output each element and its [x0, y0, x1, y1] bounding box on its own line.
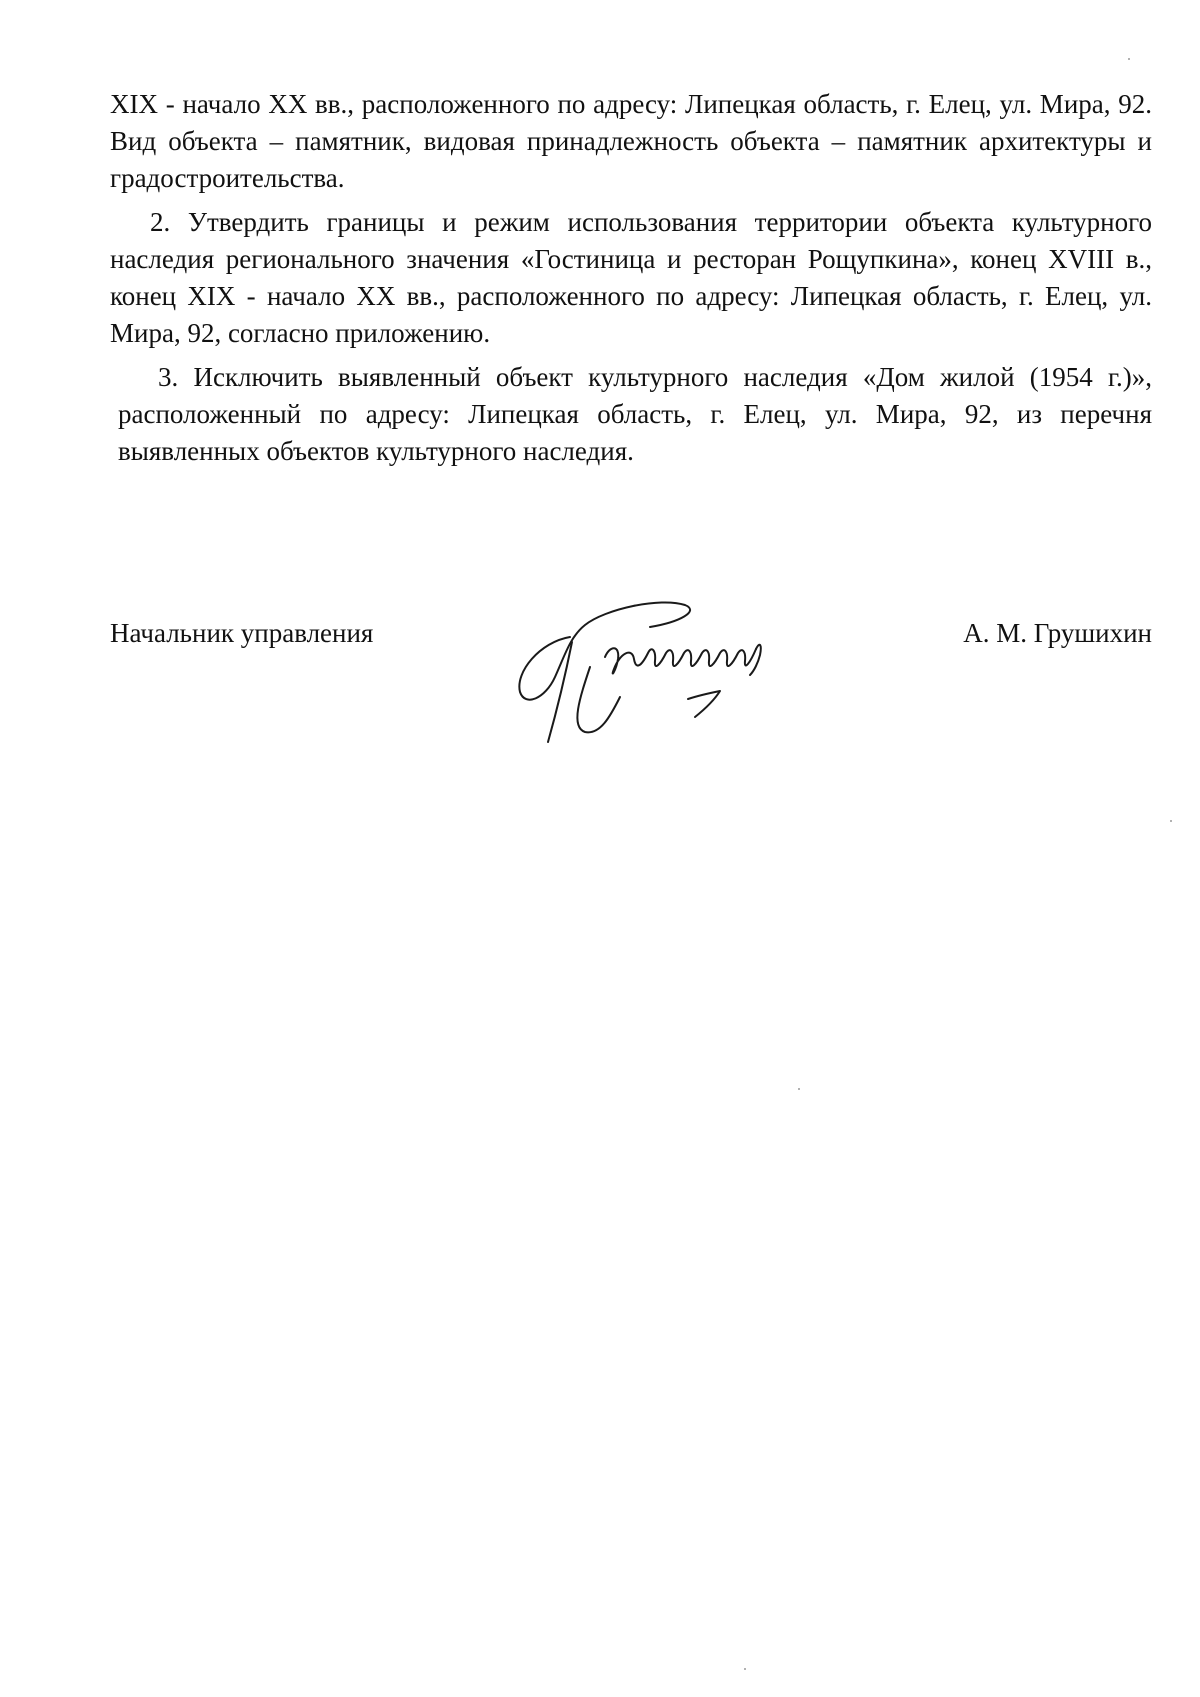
handwritten-signature [510, 567, 830, 767]
scan-speck [1128, 58, 1130, 60]
signer-name: А. М. Грушихин [963, 618, 1152, 648]
paragraph-item-2: 2. Утвердить границы и режим использования территории объекта культурного наследия регионального значения «Гостиница и ресторан Рощупкина», конец XVIII в., конец XIX - начало XX вв., расположенного по адресу: Липецкая область, г. Елец, ул. Мира, 92, согласно приложению. [110, 207, 1152, 348]
scan-speck [798, 1088, 800, 1090]
scan-speck [744, 1668, 746, 1670]
signer-position-title: Начальник управления [110, 618, 374, 648]
paragraph-item-3: 3. Исключить выявленный объект культурного наследия «Дом жилой (1954 г.)», расположенный по адресу: Липецкая область, г. Елец, ул. Мира, 92, из перечня выявленных объектов культурного наследия. [118, 362, 1152, 466]
signature-block [110, 615, 1152, 755]
scan-speck [1170, 820, 1172, 822]
paragraph-continuation: XIX - начало XX вв., расположенного по адресу: Липецкая область, г. Елец, ул. Мира, 92. Вид объекта – памятник, видовая принадлежность объекта – памятник архитектуры и градостроительства. [110, 89, 1152, 193]
document-body [110, 86, 1152, 470]
